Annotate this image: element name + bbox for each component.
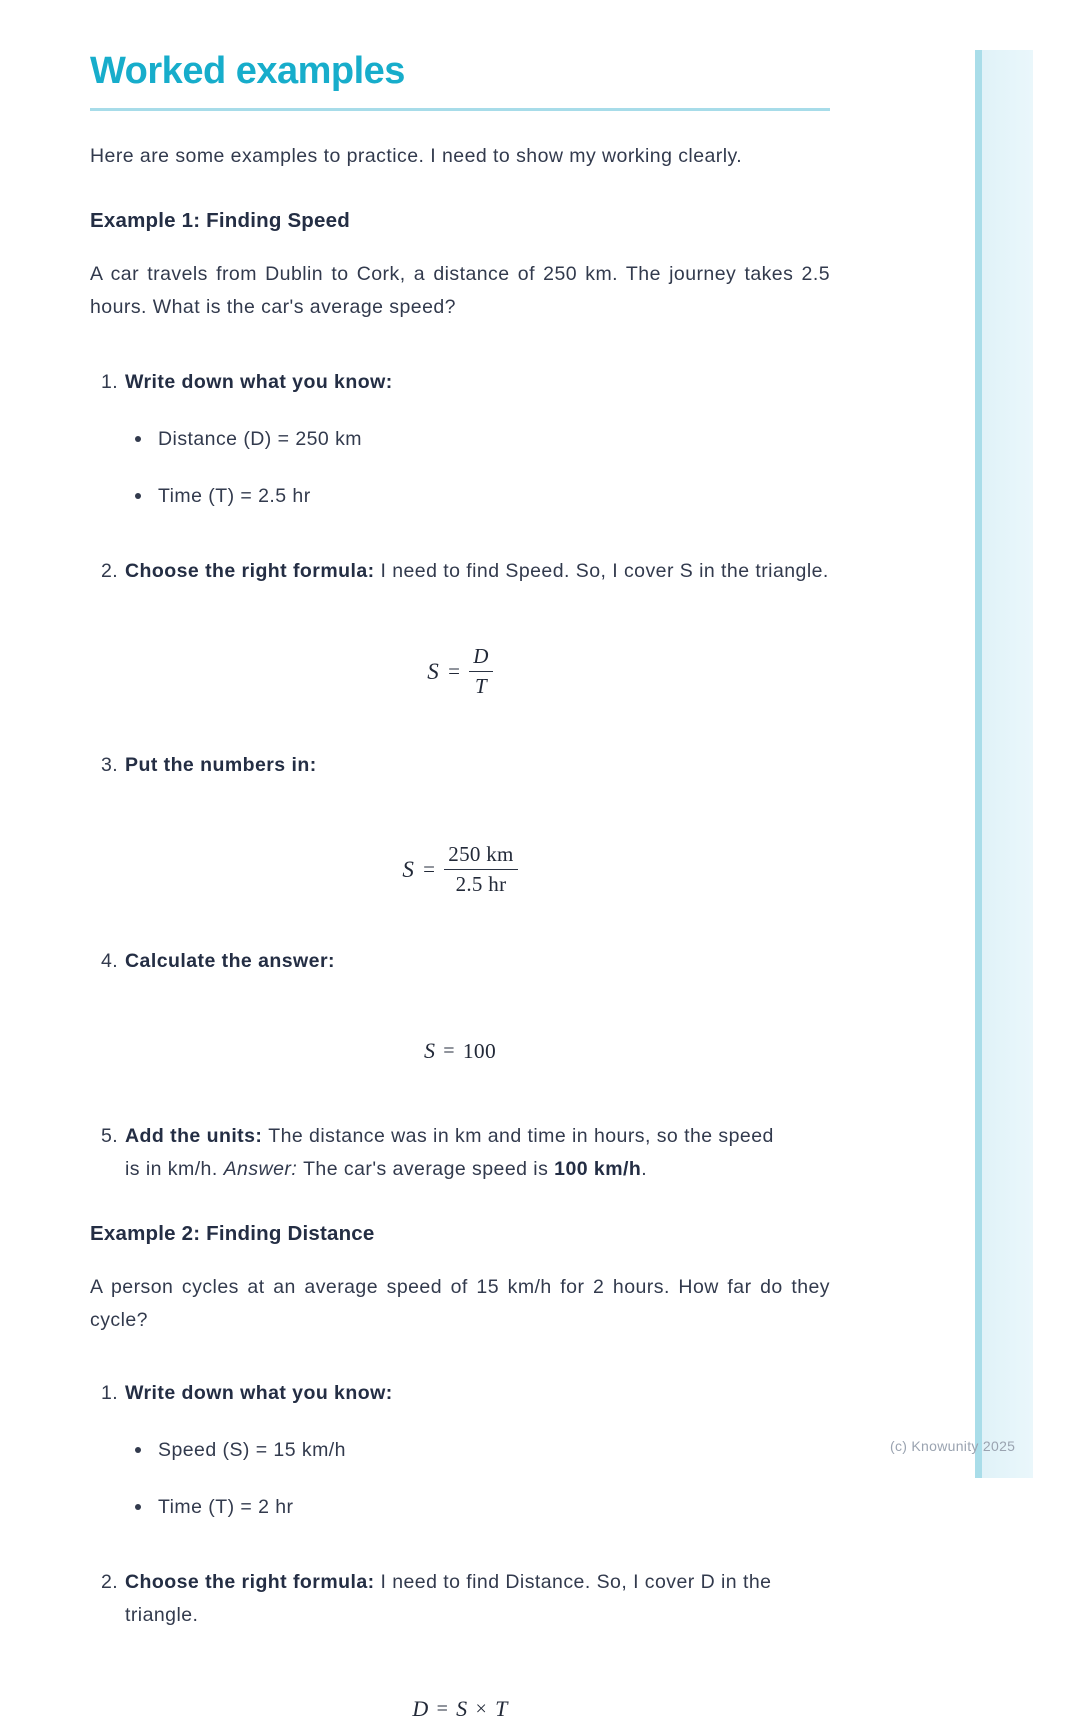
step-text: I need to find Speed. So, I cover S in the triangle. [380, 560, 829, 582]
example1-problem: A car travels from Dublin to Cork, a distance of 250 km. The journey takes 2.5 hours. What is the car's average speed? [90, 263, 830, 318]
step-number: 2. [101, 560, 119, 582]
bullet-icon [135, 493, 141, 499]
fraction [469, 644, 492, 699]
step-label: Add the units: [125, 1125, 269, 1147]
fraction [444, 842, 517, 897]
bullet-icon [135, 436, 141, 442]
title-underline [90, 108, 830, 111]
list-item [125, 480, 830, 513]
example2-problem: A person cycles at an average speed of 15 km/h for 2 hours. How far do they cycle? [90, 1276, 830, 1331]
step-number: 3. [101, 754, 119, 776]
example1-step-5 [90, 1120, 830, 1186]
answer-text: The car's average speed is [303, 1158, 555, 1180]
list-item-text: Speed (S) = 15 km/h [158, 1439, 346, 1461]
formula-speed-equals-distance-over-time [90, 644, 830, 699]
step-number: 1. [101, 371, 119, 393]
page-title: Worked examples [90, 50, 405, 92]
formula-speed-result [90, 1038, 830, 1064]
formula-speed-substituted [90, 842, 830, 897]
formula-variable: S [402, 856, 415, 882]
step-text: The distance was in km and time in hours, so the speed is in km/h. [125, 1125, 774, 1180]
step-label: Write down what you know: [125, 371, 393, 393]
answer-value: 100 km/h [554, 1158, 642, 1180]
example1-step-4 [90, 945, 830, 978]
step-label: Write down what you know: [125, 1382, 393, 1404]
step-text: I need to find Distance. So, I cover D in the triangle. [125, 1571, 772, 1626]
step-label: Choose the right formula: [125, 560, 381, 582]
document-page [90, 0, 830, 1722]
step-number: 4. [101, 950, 119, 972]
fraction-denominator: 2.5 hr [455, 872, 507, 896]
multiply-sign: × [475, 1697, 488, 1720]
step-number: 5. [101, 1125, 119, 1147]
formula-variable: S [427, 658, 440, 684]
bullet-icon [135, 1447, 141, 1453]
step-label: Put the numbers in: [125, 754, 317, 776]
fraction-numerator: D [469, 644, 492, 672]
equals-sign: = [423, 857, 436, 881]
known-values-list [125, 423, 830, 513]
list-item [125, 1434, 830, 1467]
answer-label: Answer: [223, 1158, 304, 1180]
step-number: 2. [101, 1571, 119, 1593]
step-number: 1. [101, 1382, 119, 1404]
known-values-list [125, 1434, 830, 1524]
right-accent-bar [975, 50, 1033, 1478]
step-label: Choose the right formula: [125, 1571, 381, 1593]
formula-distance-equals-speed-times-time [90, 1696, 830, 1722]
example2-step-2 [90, 1566, 830, 1632]
step-content [101, 1120, 785, 1186]
list-item [125, 423, 830, 456]
formula-variable: S [423, 1038, 436, 1063]
copyright-notice: (c) Knowunity 2025 [890, 1438, 1016, 1454]
list-item [125, 1491, 830, 1524]
formula-value: 100 [462, 1038, 497, 1063]
example1-heading: Example 1: Finding Speed [90, 209, 350, 232]
example2-heading: Example 2: Finding Distance [90, 1222, 375, 1245]
bullet-icon [135, 1504, 141, 1510]
equals-sign: = [436, 1697, 449, 1720]
example1-step-3 [90, 749, 830, 782]
fraction-denominator: T [474, 674, 487, 698]
example2-step-1 [90, 1377, 830, 1524]
formula-variable: T [495, 1696, 508, 1721]
equals-sign: = [443, 1039, 455, 1062]
intro-paragraph: Here are some examples to practice. I need to show my working clearly. [90, 145, 743, 167]
equals-sign: = [448, 659, 461, 683]
formula-variable: D [412, 1696, 429, 1721]
answer-period: . [641, 1158, 648, 1180]
list-item-text: Time (T) = 2.5 hr [158, 485, 311, 507]
list-item-text: Time (T) = 2 hr [158, 1496, 294, 1518]
step-label: Calculate the answer: [125, 950, 335, 972]
formula-variable: S [456, 1696, 468, 1721]
list-item-text: Distance (D) = 250 km [158, 428, 362, 450]
fraction-numerator: 250 km [444, 842, 517, 870]
example1-step-2 [90, 555, 830, 588]
example1-step-1 [90, 366, 830, 513]
